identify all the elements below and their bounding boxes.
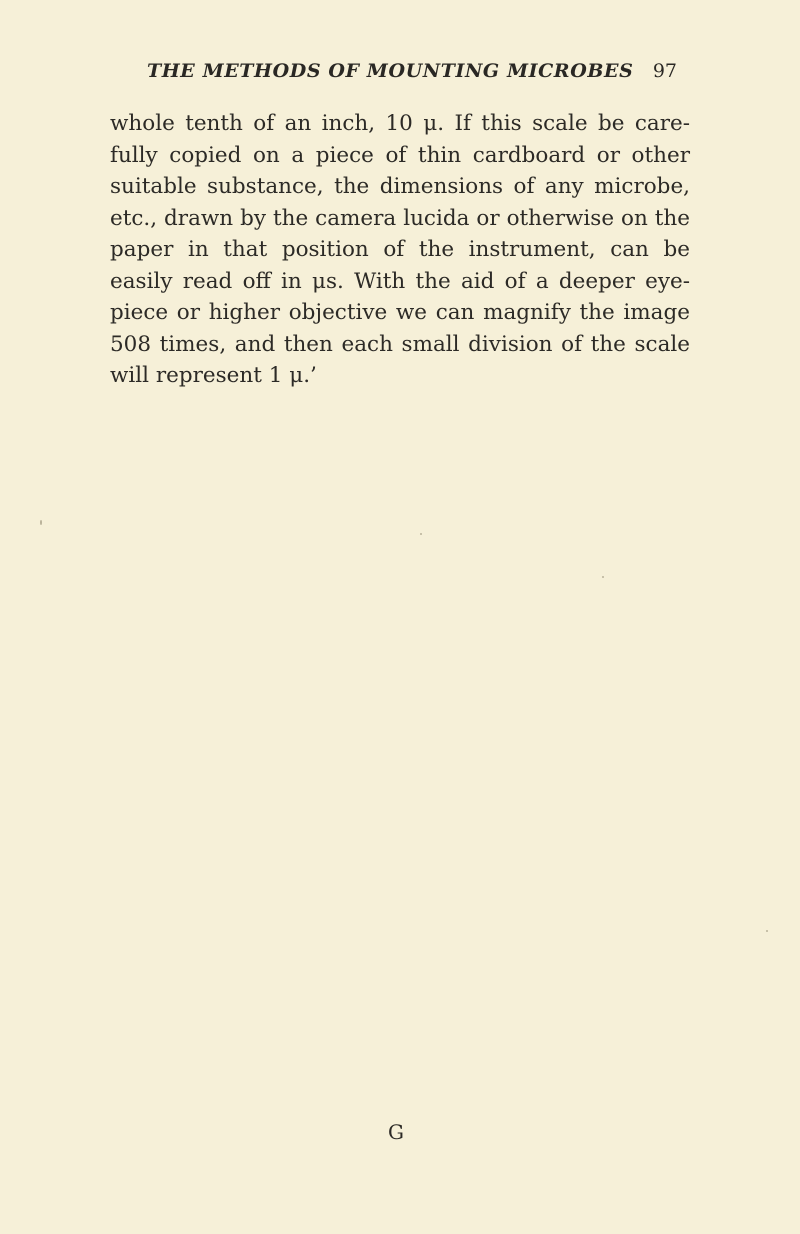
paper-speck <box>602 576 604 578</box>
text-line: whole tenth of an inch, 10 μ. If this scale be care- <box>110 111 690 136</box>
text-line: etc., drawn by the camera lucida or otherwise on the <box>110 205 690 231</box>
paper-speck <box>420 533 422 535</box>
page-number: 97 <box>652 60 677 82</box>
paper-speck <box>766 930 768 932</box>
text-line: fully copied on a piece of thin cardboard or other <box>110 142 690 168</box>
text-line: 508 times, and then each small division of the scale <box>110 331 690 357</box>
text-line: suitable substance, the dimensions of any microbe, <box>110 174 690 199</box>
text-line: piece or higher objective we can magnify the image <box>110 300 690 325</box>
paper-speck <box>40 520 42 525</box>
running-head-title: THE METHODS OF MOUNTING MICROBES <box>147 60 634 82</box>
text-line: easily read off in μs. With the aid of a deeper eye- <box>110 268 690 294</box>
text-line: paper in that position of the instrument, can be <box>110 237 690 262</box>
running-head <box>147 60 677 94</box>
text-line: will represent 1 μ.’ <box>110 363 317 388</box>
signature-mark: G <box>388 1120 404 1144</box>
body-paragraph <box>110 108 690 392</box>
